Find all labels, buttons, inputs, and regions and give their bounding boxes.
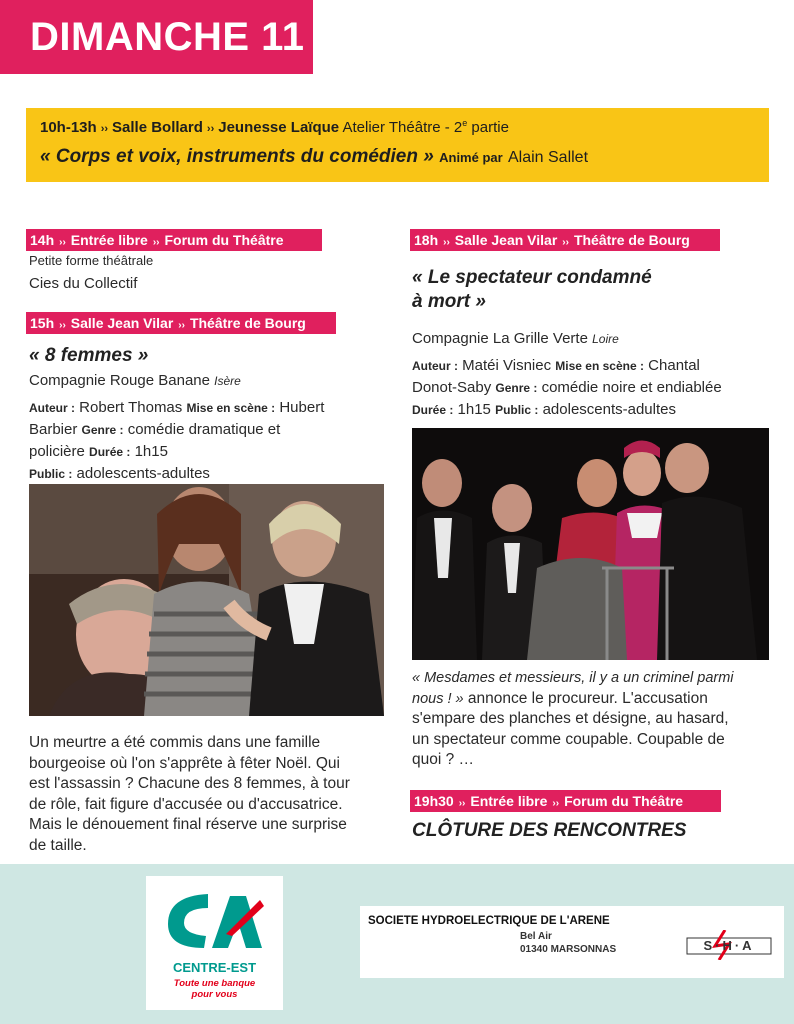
morning-event-box — [26, 108, 769, 182]
ev18-company: Compagnie La Grille Verte Loire — [412, 330, 619, 347]
ev18-title: « Le spectateur condamné à mort » — [412, 267, 652, 312]
ev14-line1: Petite forme théâtrale — [29, 253, 154, 268]
sha-name: SOCIETE HYDROELECTRIQUE DE L'ARENE — [368, 915, 610, 927]
ev14-tag: 14h ›› Entrée libre ›› Forum du Théâtre — [26, 229, 322, 251]
ev15-company: Compagnie Rouge Banane Isère — [29, 372, 241, 389]
ev1930-tag: 19h30 ›› Entrée libre ›› Forum du Théâtre — [410, 790, 721, 812]
anim-label: Animé par — [439, 150, 503, 165]
ev18-tag: 18h ›› Salle Jean Vilar ›› Théâtre de Bourg — [410, 229, 720, 251]
credit-agricole-logo — [146, 876, 283, 1010]
ev18-credits: Auteur : Matéi Visniec Mise en scène : Chantal Donot-Saby Genre : comédie noire et endiablée Durée : 1h15 Public : adolescents-adultes — [412, 357, 722, 418]
anim-name: Alain Sallet — [507, 149, 589, 166]
sha-logo-icon: S·H·A — [685, 930, 773, 960]
ev15-title: « 8 femmes » — [29, 345, 149, 366]
morning-title: « Corps et voix, instruments du comédien » — [40, 146, 434, 167]
ev18-synopsis: « Mesdames et messieurs, il y a un criminel parmi nous ! » annonce le procureur. L'accusation s'empare des planches et désigne, au hasard, un spectateur comme coupable. Coupable de quoi ? … — [412, 670, 734, 768]
ca-name: CENTRE-EST — [172, 960, 257, 975]
sha-address: Bel Air 01340 MARSONNAS — [520, 931, 617, 955]
ev1930-title: CLÔTURE DES RENCONTRES — [412, 820, 687, 841]
day-header: DIMANCHE 11 — [0, 0, 313, 74]
ev14-line2: Cies du Collectif — [29, 275, 138, 292]
ev15-synopsis: Un meurtre a été commis dans une famille bourgeoise où l'on s'apprête à fêter Noël. Qui est l'assassin ? Chacune des 8 femmes, à tour de rôle, fait figure d'accusée ou d'accusatrice. Mais le dénouement final réserve une surprise de taille. — [29, 734, 350, 854]
morning-venue: Salle Bollard — [112, 119, 203, 136]
sha-sponsor-box — [360, 906, 784, 978]
ev15-tag: 15h ›› Salle Jean Vilar ›› Théâtre de Bourg — [26, 312, 336, 334]
morning-title-line — [40, 146, 755, 168]
ca-slogan: Toute une banque pour vous — [173, 978, 256, 1000]
morning-event-info: 10h-13h ›› Salle Bollard ›› Jeunesse Laïque Atelier Théâtre - 2e partie — [40, 118, 509, 136]
ev15-credits: Auteur : Robert Thomas Mise en scène : Hubert Barbier Genre : comédie dramatique et policière Durée : 1h15 Public : adolescents-adultes — [29, 399, 325, 482]
morning-activity: Atelier Théâtre - 2e partie — [342, 118, 509, 136]
morning-time: 10h-13h — [40, 119, 97, 136]
photo-spectateur-condamne — [412, 428, 769, 660]
ca-logo-icon — [146, 876, 283, 966]
morning-org: Jeunesse Laïque — [218, 119, 340, 136]
photo-8-femmes — [29, 484, 384, 716]
